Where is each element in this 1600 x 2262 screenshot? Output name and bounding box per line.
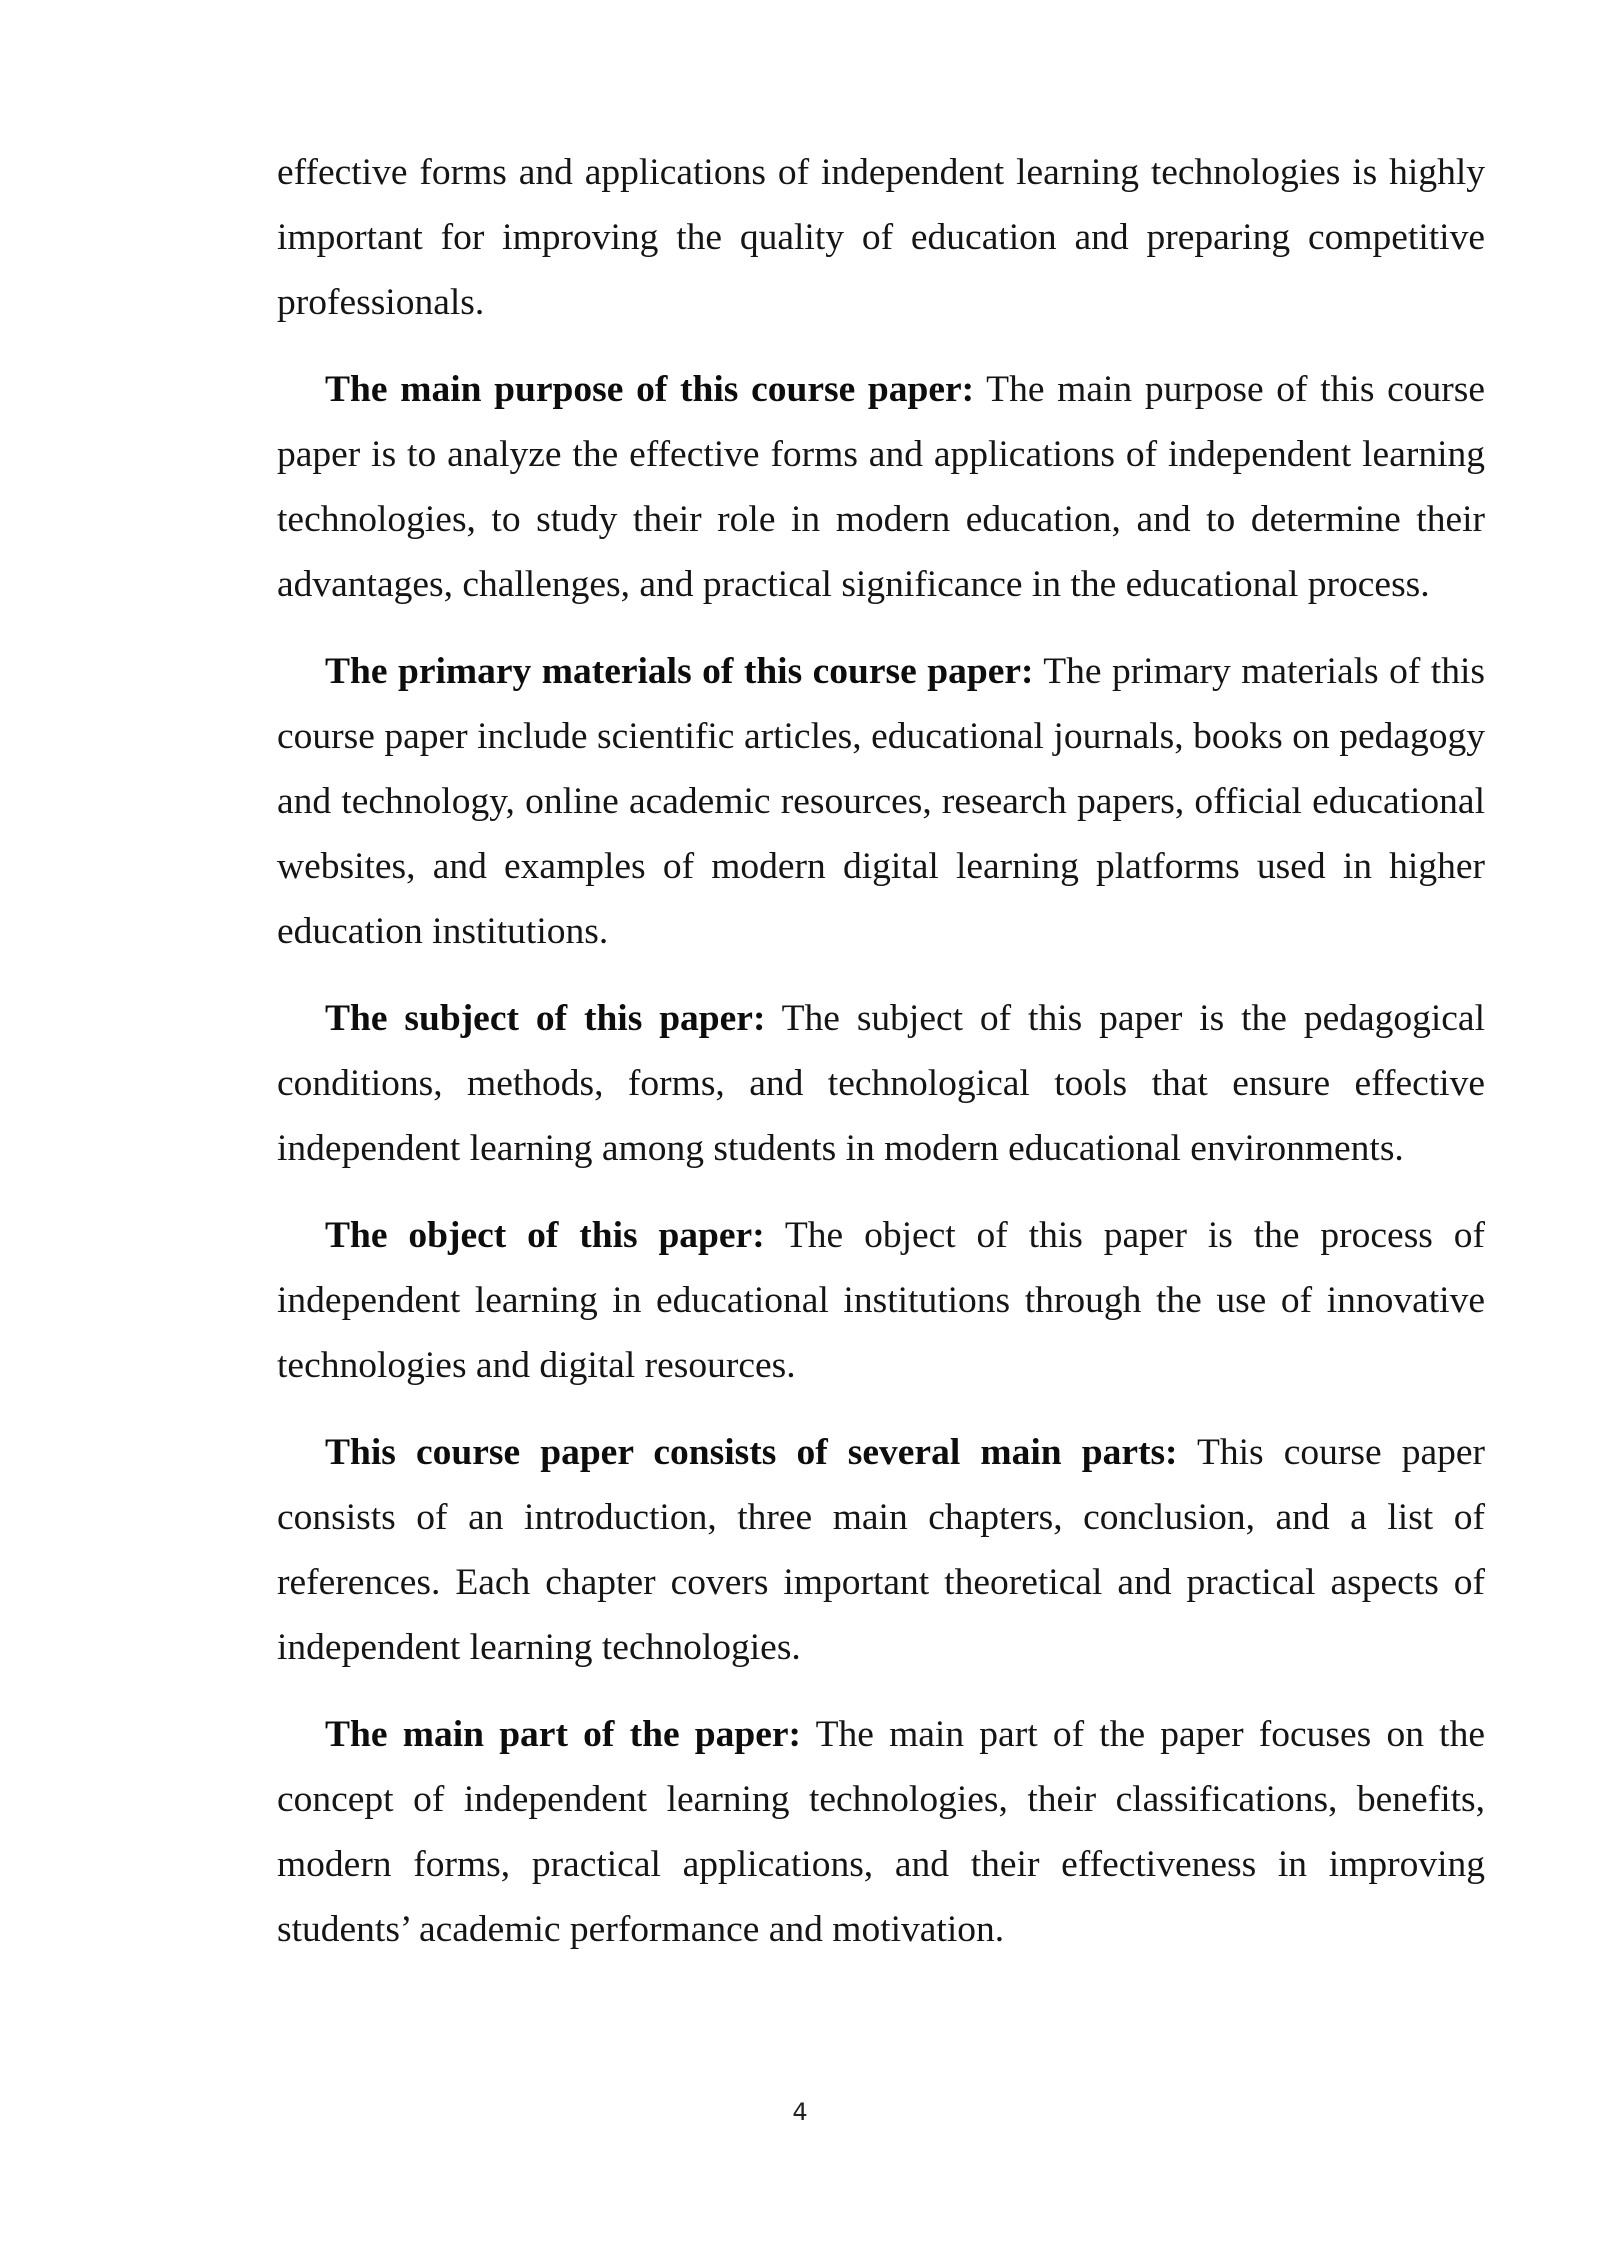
materials-label: The primary materials of this course paper: (325, 651, 1034, 692)
subject-paragraph (277, 986, 1485, 1181)
materials-paragraph (277, 639, 1485, 964)
object-paragraph (277, 1203, 1485, 1398)
object-label: The object of this paper: (325, 1215, 765, 1256)
purpose-paragraph (277, 357, 1485, 617)
structure-label: This course paper consists of several main parts: (325, 1432, 1178, 1473)
intro-continuation-paragraph (277, 140, 1485, 335)
main-part-label: The main part of the paper: (325, 1714, 802, 1755)
structure-paragraph (277, 1420, 1485, 1680)
purpose-label: The main purpose of this course paper: (325, 369, 975, 410)
intro-continuation-text: effective forms and applications of independent learning technologies is highly important for improving the quality of education and preparing competitive professionals. (277, 152, 1485, 323)
materials-text: The primary materials of this course paper include scientific articles, educational journals, books on pedagogy and technology, online academic resources, research papers, official educational websites, and examples of modern digital learning platforms used in higher education institutions. (277, 651, 1485, 952)
main-part-text: The main part of the paper focuses on the concept of independent learning technologies, their classifications, benefits, modern forms, practical applications, and their effectiveness in improving students’ academic performance and motivation. (277, 1714, 1486, 1950)
object-text: The object of this paper is the process of independent learning in educational institutions through the use of innovative technologies and digital resources. (277, 1215, 1485, 1386)
subject-text: The subject of this paper is the pedagogical conditions, methods, forms, and technological tools that ensure effective independent learning among students in modern educational environments. (277, 998, 1485, 1169)
page-number: 4 (792, 2098, 808, 2126)
body-text (277, 140, 1485, 1962)
main-part-paragraph (277, 1702, 1485, 1962)
purpose-text: The main purpose of this course paper is to analyze the effective forms and applications of independent learning technologies, to study their role in modern education, and to determine their advantages, challenges, and practical significance in the educational process. (277, 369, 1485, 605)
structure-text: This course paper consists of an introduction, three main chapters, conclusion, and a list of references. Each chapter covers important theoretical and practical aspects of independent learning technologies. (277, 1432, 1485, 1668)
subject-label: The subject of this paper: (325, 998, 766, 1039)
